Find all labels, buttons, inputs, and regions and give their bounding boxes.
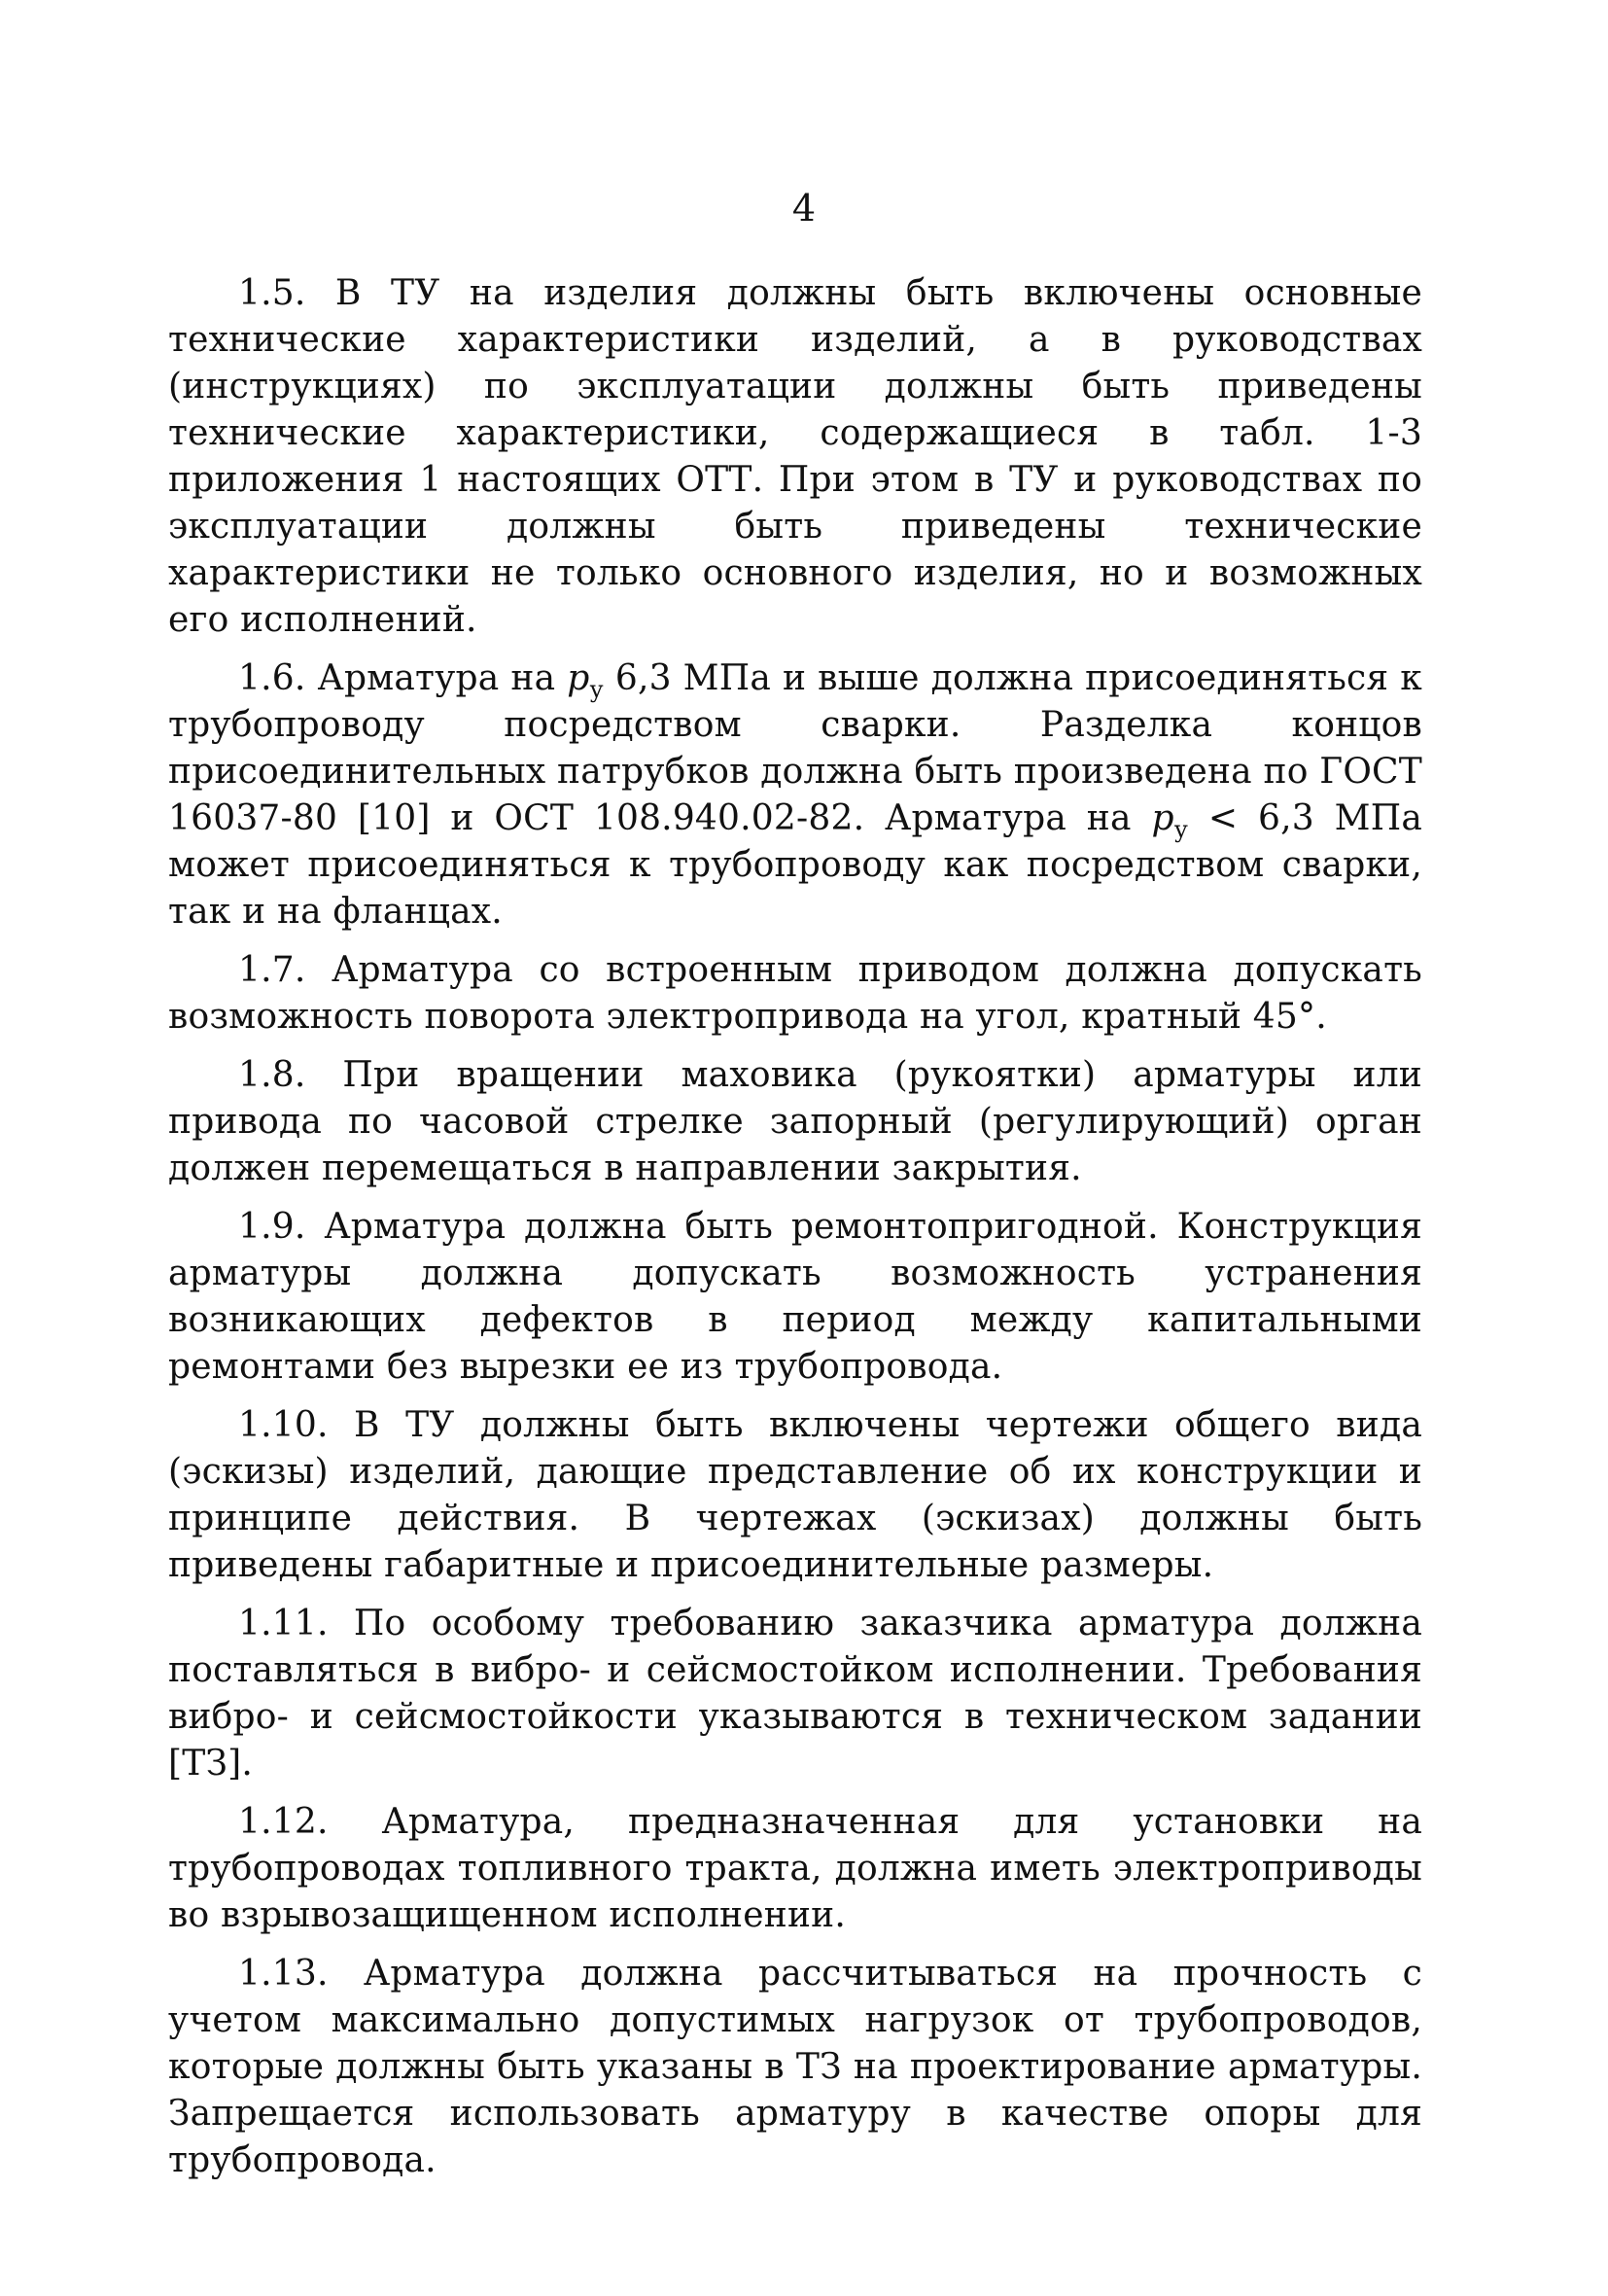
paragraph-1-6-part1: 1.6. Арматура на — [238, 658, 568, 698]
paragraph-1-6 — [168, 655, 1422, 936]
paragraph-1-7: 1.7. Арматура со встроенным приводом должна допускать возможность поворота электропривода на угол, кратный 45°. — [168, 950, 1422, 1037]
paragraph-1-13: 1.13. Арматура должна рассчитываться на прочность с учетом максимально допустимых нагрузок от трубопроводов, которые должны быть указаны в ТЗ на проектирование арматуры. Запрещается использовать арматуру в качестве опоры для трубопровода. — [168, 1954, 1422, 2180]
pressure-symbol-2: p — [1151, 798, 1174, 838]
paragraph-1-10: 1.10. В ТУ должны быть включены чертежи общего вида (эскизы) изделий, дающие представление об их конструкции и принципе действия. В чертежах (эскизах) должны быть приведены габаритные и присоединительные размеры. — [168, 1405, 1422, 1585]
document-body — [168, 270, 1422, 2196]
paragraph-1-11: 1.11. По особому требованию заказчика арматура должна поставляться в вибро- и сейсмостойком исполнении. Требования вибро- и сейсмостойкости указываются в техническом задании [ТЗ]. — [168, 1604, 1422, 1784]
paragraph-1-12: 1.12. Арматура, предназначенная для установки на трубопроводах топливного тракта, должна иметь электроприводы во взрывозащищенном исполнении. — [168, 1802, 1422, 1935]
paragraph-1-5: 1.5. В ТУ на изделия должны быть включены основные технические характеристики изделий, а в руководствах (инструкциях) по эксплуатации должны быть приведены технические характеристики, содержащиеся в табл. 1-3 приложения 1 настоящих ОТТ. При этом в ТУ и руководствах по эксплуатации должны быть приведены технические характеристики не только основного изделия, но и возможных его исполнений. — [168, 273, 1422, 640]
pressure-subscript-2: у — [1173, 816, 1189, 844]
page-number: 4 — [791, 187, 817, 230]
paragraph-1-8: 1.8. При вращении маховика (рукоятки) арматуры или привода по часовой стрелке запорный (регулирующий) орган должен перемещаться в направлении закрытия. — [168, 1055, 1422, 1188]
paragraph-1-6-part3: < 6,3 МПа может присоединяться к трубопроводу как посредством сварки, так и на фланцах. — [168, 798, 1422, 932]
paragraph-1-9: 1.9. Арматура должна быть ремонтопригодной. Конструкция арматуры должна допускать возможность устранения возникающих дефектов в период между капитальными ремонтами без вырезки ее из трубопровода. — [168, 1207, 1422, 1387]
pressure-subscript: у — [589, 676, 604, 704]
paragraph-1-6-part2: 6,3 МПа и выше должна присоединяться к трубопроводу посредством сварки. Разделка концов присоединительных патрубков должна быть произведена по ГОСТ 16037-80 [10] и ОСТ 108.940.02-82. Арматура на — [168, 658, 1422, 838]
pressure-symbol: p — [567, 658, 590, 698]
